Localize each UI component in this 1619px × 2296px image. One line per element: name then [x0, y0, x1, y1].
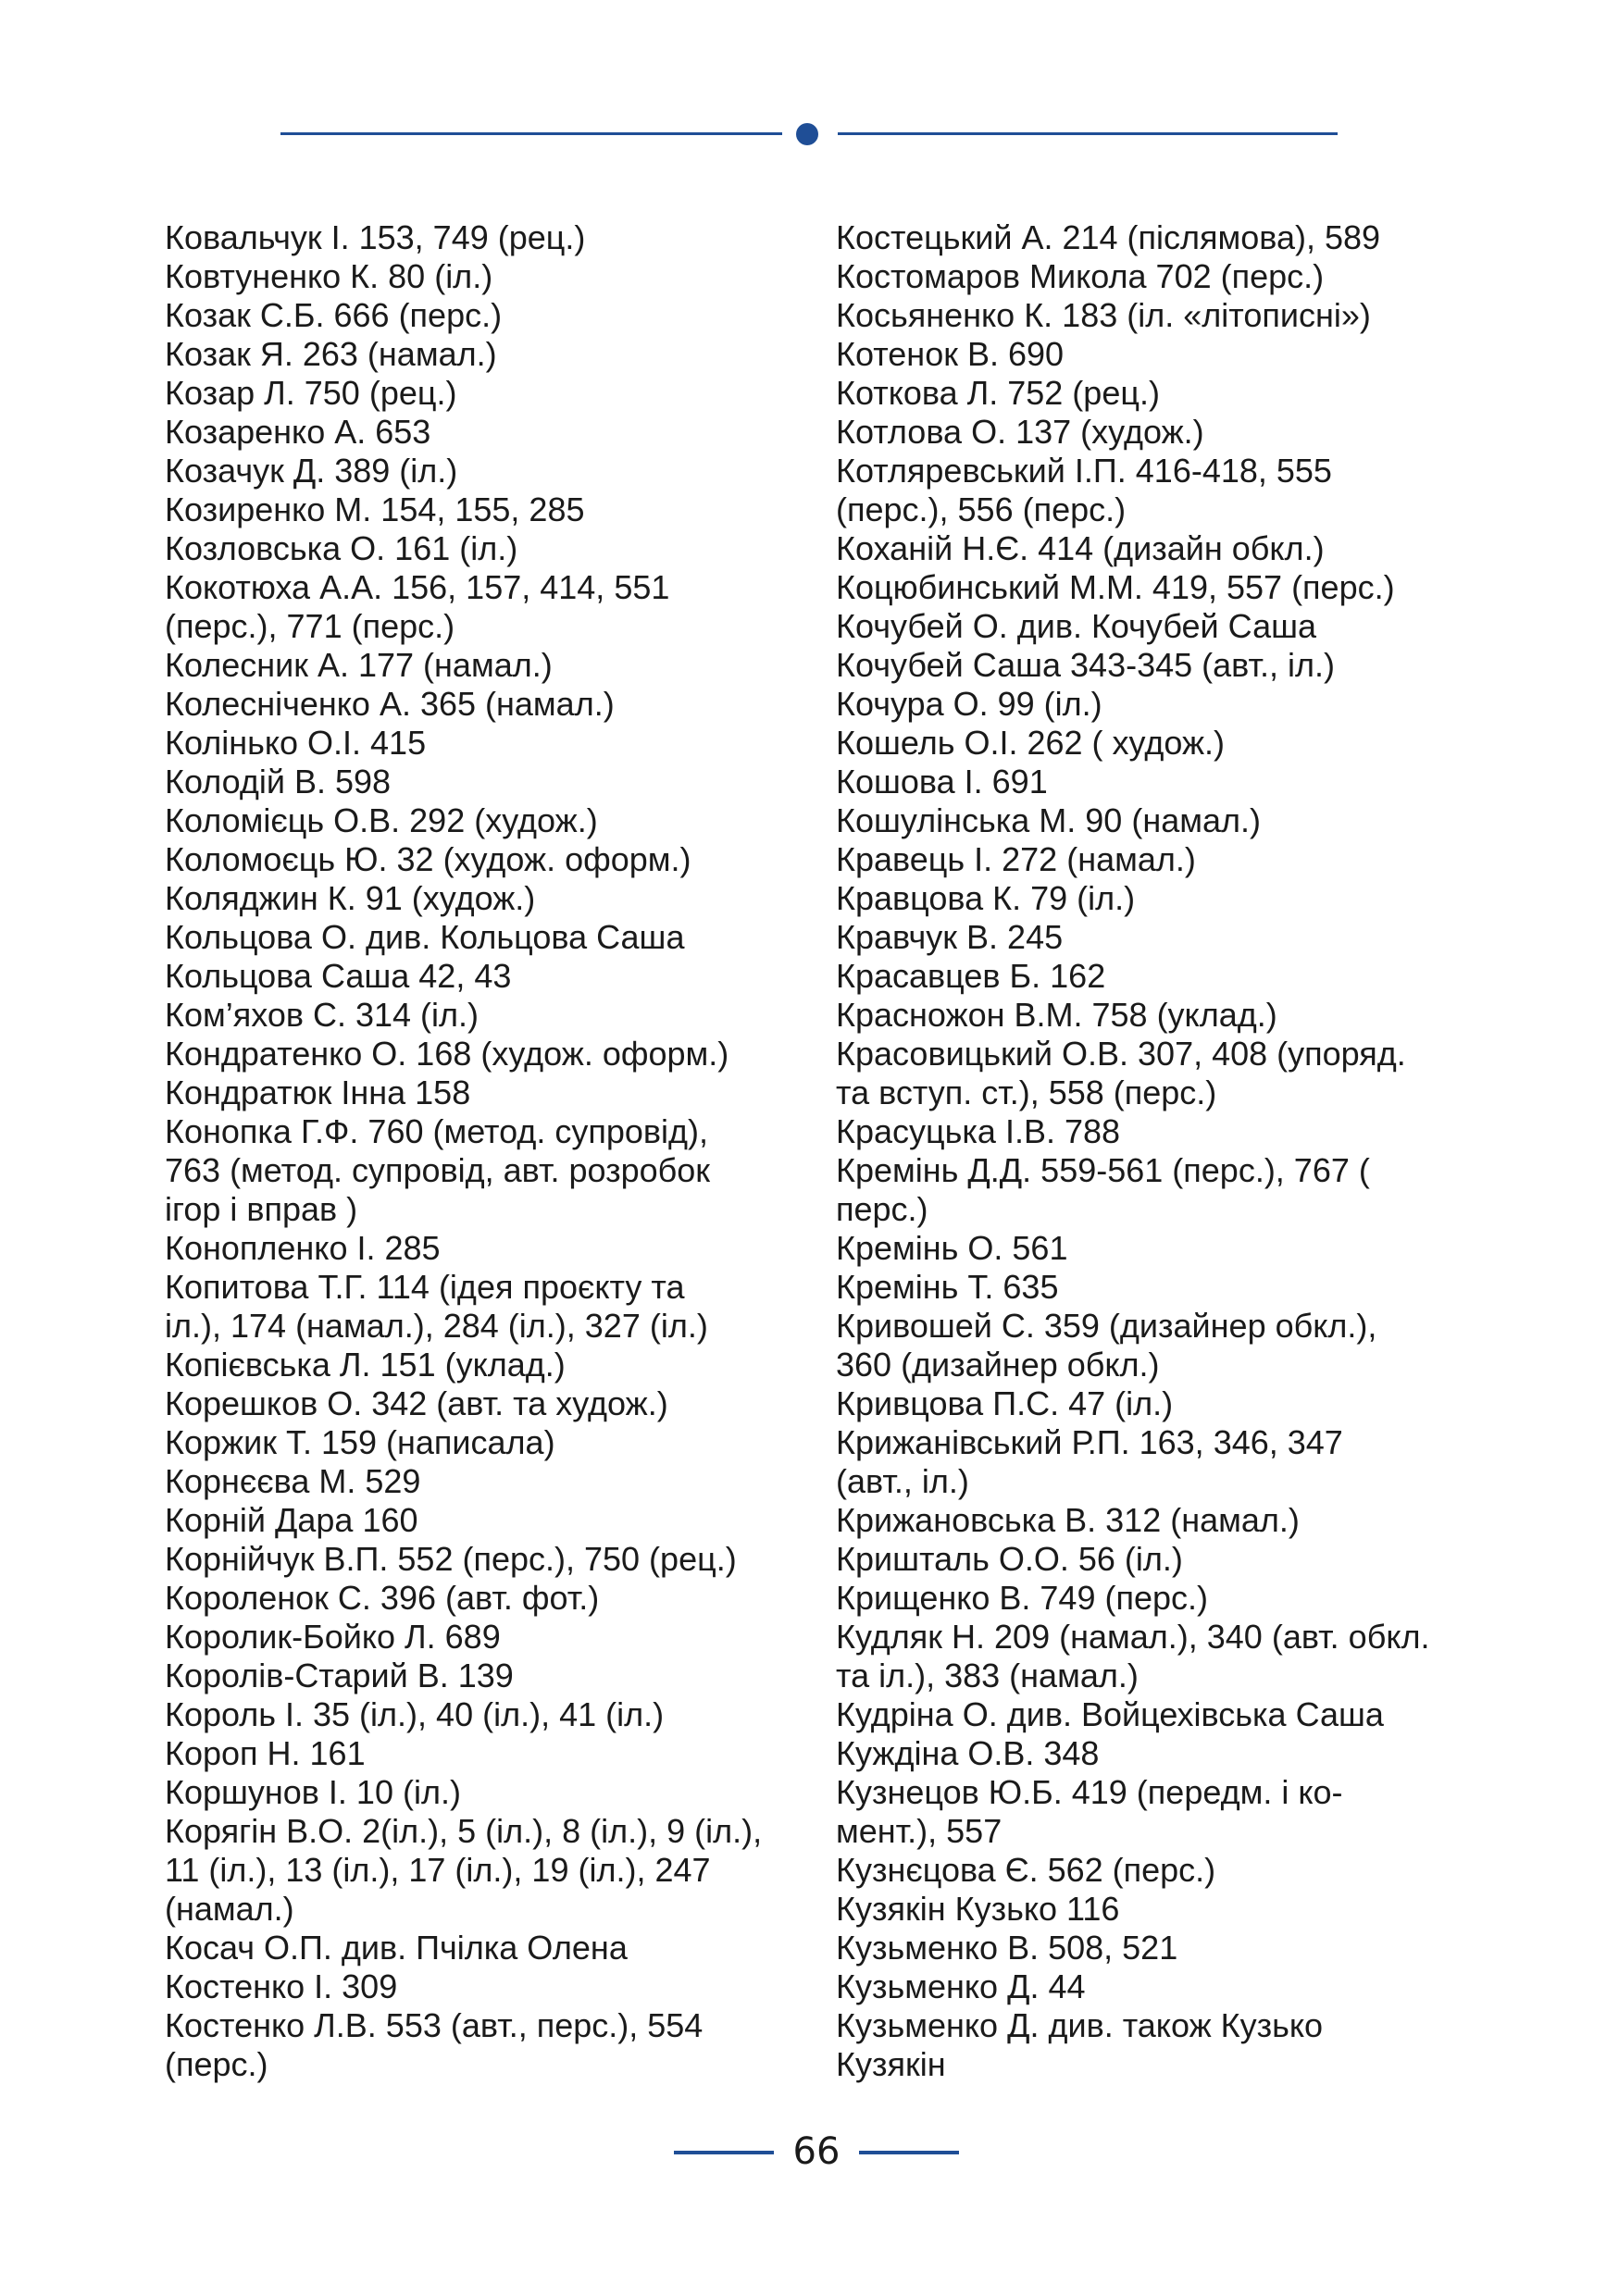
index-entry	[836, 1579, 1484, 1618]
index-entry-line: Котенок В. 690	[836, 335, 1065, 373]
page-number: 66	[792, 2130, 841, 2173]
index-entry-line: Короленок С. 396 (авт. фот.)	[165, 1579, 600, 1617]
index-entry-line: мент.), 557	[836, 1812, 1003, 1850]
index-entry	[165, 452, 813, 490]
index-entry-line: Корягін В.О. 2(іл.), 5 (іл.), 8 (іл.), 9 (іл.),	[165, 1812, 763, 1850]
index-entry-line: Конопленко І. 285	[165, 1229, 441, 1267]
index-entry	[836, 685, 1484, 724]
index-entry-line: Коломоєць Ю. 32 (худож. оформ.)	[165, 840, 691, 878]
index-entry-line: Кочура О. 99 (іл.)	[836, 685, 1102, 723]
index-entry	[165, 1929, 813, 1967]
index-entry	[165, 1657, 813, 1695]
index-entry	[165, 724, 813, 763]
index-entry	[836, 1540, 1484, 1579]
index-entry	[165, 1229, 813, 1268]
index-entry	[836, 763, 1484, 801]
index-entry	[836, 1151, 1484, 1229]
index-entry-line: Кочубей О. див. Кочубей Саша	[836, 607, 1316, 645]
index-entry	[836, 1307, 1484, 1384]
index-entry-line: Кузякін	[836, 2045, 946, 2083]
index-entry-line: Кошова І. 691	[836, 763, 1048, 800]
index-entry-line: Коломієць О.В. 292 (худож.)	[165, 801, 598, 839]
index-entry-line: Кошулінська М. 90 (намал.)	[836, 801, 1261, 839]
index-entry-line: Кузякін Кузько 116	[836, 1890, 1120, 1928]
index-entry	[165, 1773, 813, 1812]
index-entry-line: Косьяненко К. 183 (іл. «літописні»)	[836, 296, 1371, 334]
index-entry-line: Кудріна О. див. Войцехівська Саша	[836, 1695, 1384, 1733]
index-entry	[836, 529, 1484, 568]
index-entry	[836, 996, 1484, 1035]
index-entry-line: Королик-Бойко Л. 689	[165, 1618, 501, 1656]
index-entry	[165, 1967, 813, 2006]
index-entry	[836, 801, 1484, 840]
index-entry-line: 360 (дизайнер обкл.)	[836, 1346, 1160, 1384]
index-entry-line: Кокотюха А.А. 156, 157, 414, 551	[165, 568, 670, 606]
index-entry-line: Кондратюк Інна 158	[165, 1074, 471, 1111]
index-entry	[165, 1074, 813, 1112]
index-entry-line: (намал.)	[165, 1890, 294, 1928]
index-entry-line: ігор і вправ )	[165, 1190, 358, 1228]
index-entry	[165, 296, 813, 335]
index-entry-line: Король І. 35 (іл.), 40 (іл.), 41 (іл.)	[165, 1695, 665, 1733]
index-entry	[836, 1618, 1484, 1695]
index-entry-line: Костецький А. 214 (післямова), 589	[836, 218, 1381, 256]
index-entry-line: Красуцька І.В. 788	[836, 1112, 1121, 1150]
index-entry-line: Крижановська В. 312 (намал.)	[836, 1501, 1300, 1539]
index-entry	[165, 1112, 813, 1229]
index-entry-line: Королів-Старий В. 139	[165, 1657, 514, 1694]
footer-rule-left	[674, 2151, 774, 2154]
index-entry-line: Кремінь О. 561	[836, 1229, 1068, 1267]
index-entry	[836, 374, 1484, 413]
index-entry-line: (перс.)	[165, 2045, 268, 2083]
index-entry	[836, 1268, 1484, 1307]
index-entry-line: Кольцова О. див. Кольцова Саша	[165, 918, 685, 956]
index-entry-line: Коляджин К. 91 (худож.)	[165, 879, 536, 917]
index-entry-line: Куждіна О.В. 348	[836, 1734, 1100, 1772]
index-entry	[836, 840, 1484, 879]
index-entry	[165, 218, 813, 257]
index-entry	[165, 1812, 813, 1929]
index-entry-line: Котляревський І.П. 416-418, 555	[836, 452, 1332, 490]
index-entry-line: Коршунов І. 10 (іл.)	[165, 1773, 461, 1811]
index-entry-line: Ковтуненко К. 80 (іл.)	[165, 257, 493, 295]
index-entry	[836, 607, 1484, 646]
index-entry-line: Кочубей Саша 343-345 (авт., іл.)	[836, 646, 1335, 684]
index-entry	[836, 957, 1484, 996]
index-entry-line: Колінько О.І. 415	[165, 724, 427, 762]
index-entry-line: Коржик Т. 159 (написала)	[165, 1423, 555, 1461]
index-entry-line: Коханій Н.Є. 414 (дизайн обкл.)	[836, 529, 1325, 567]
index-entry-line: Кравець І. 272 (намал.)	[836, 840, 1196, 878]
index-entry	[165, 1035, 813, 1074]
index-entry	[836, 879, 1484, 918]
index-entry	[165, 1540, 813, 1579]
index-entry	[836, 413, 1484, 452]
index-entry	[165, 996, 813, 1035]
index-entry-line: Козаренко А. 653	[165, 413, 431, 451]
index-entry	[836, 1851, 1484, 1890]
index-entry-line: Кузнецов Ю.Б. 419 (передм. і ко-	[836, 1773, 1343, 1811]
index-entry	[836, 2006, 1484, 2084]
index-entry-line: (авт., іл.)	[836, 1462, 969, 1500]
index-entry	[165, 1618, 813, 1657]
index-entry	[165, 957, 813, 996]
index-entry-line: Кузьменко В. 508, 521	[836, 1929, 1178, 1967]
index-entry-line: Колесник А. 177 (намал.)	[165, 646, 553, 684]
index-entry-line: Корнійчук В.П. 552 (перс.), 750 (рец.)	[165, 1540, 737, 1578]
index-entry	[165, 1501, 813, 1540]
index-entry-line: Кузнєцова Є. 562 (перс.)	[836, 1851, 1216, 1889]
index-entry-line: Кривошей С. 359 (дизайнер обкл.),	[836, 1307, 1377, 1345]
index-entry-line: Корнєєва М. 529	[165, 1462, 421, 1500]
index-entry	[836, 646, 1484, 685]
index-entry	[165, 1268, 813, 1346]
index-entry	[836, 452, 1484, 529]
index-entry	[165, 801, 813, 840]
index-entry	[836, 1229, 1484, 1268]
index-entry-line: Кузьменко Д. див. також Кузько	[836, 2006, 1324, 2044]
index-entry-line: Корешков О. 342 (авт. та худож.)	[165, 1384, 668, 1422]
index-entry-line: Ковальчук І. 153, 749 (рец.)	[165, 218, 586, 256]
index-entry	[165, 374, 813, 413]
index-entry	[165, 1734, 813, 1773]
index-entry	[836, 1734, 1484, 1773]
index-entry	[165, 840, 813, 879]
index-entry	[836, 918, 1484, 957]
index-entry	[836, 1423, 1484, 1501]
index-entry-line: Козачук Д. 389 (іл.)	[165, 452, 458, 490]
index-entry-line: Красавцев Б. 162	[836, 957, 1106, 995]
index-entry-line: перс.)	[836, 1190, 928, 1228]
index-entry	[836, 257, 1484, 296]
index-entry-line: Крищенко В. 749 (перс.)	[836, 1579, 1208, 1617]
index-entry	[165, 1346, 813, 1384]
index-entry-line: Козиренко М. 154, 155, 285	[165, 490, 585, 528]
index-entry-line: (перс.), 556 (перс.)	[836, 490, 1127, 528]
index-entry-line: Копієвська Л. 151 (уклад.)	[165, 1346, 566, 1384]
index-entry-line: Козар Л. 750 (рец.)	[165, 374, 457, 412]
index-entry	[836, 724, 1484, 763]
index-entry	[836, 1890, 1484, 1929]
index-entry	[836, 218, 1484, 257]
index-entry	[836, 1035, 1484, 1112]
index-entry	[165, 685, 813, 724]
index-entry	[165, 2006, 813, 2084]
index-entry-line: Красовицький О.В. 307, 408 (упоряд.	[836, 1035, 1406, 1073]
index-entry-line: Колесніченко А. 365 (намал.)	[165, 685, 615, 723]
index-entry-line: Кондратенко О. 168 (худож. оформ.)	[165, 1035, 729, 1073]
index-entry-line: Кошель О.І. 262 ( худож.)	[836, 724, 1226, 762]
index-entry	[165, 763, 813, 801]
index-entry-line: та вступ. ст.), 558 (перс.)	[836, 1074, 1217, 1111]
index-entry-line: Костомаров Микола 702 (перс.)	[836, 257, 1325, 295]
index-entry	[836, 1929, 1484, 1967]
index-entry	[165, 1423, 813, 1462]
index-entry	[836, 1112, 1484, 1151]
index-entry-line: Кришталь О.О. 56 (іл.)	[836, 1540, 1183, 1578]
index-entry-line: Коцюбинський М.М. 419, 557 (перс.)	[836, 568, 1395, 606]
index-entry	[165, 335, 813, 374]
index-entry	[836, 1501, 1484, 1540]
index-entry	[165, 879, 813, 918]
index-entry	[165, 1695, 813, 1734]
index-entry-line: Козловська О. 161 (іл.)	[165, 529, 518, 567]
index-entry	[836, 1695, 1484, 1734]
index-column-left	[165, 218, 813, 2084]
index-entry-line: Конопка Г.Ф. 760 (метод. супровід),	[165, 1112, 709, 1150]
index-entry-line: 763 (метод. супровід, авт. розробок	[165, 1151, 711, 1189]
index-entry-line: Костенко Л.В. 553 (авт., перс.), 554	[165, 2006, 704, 2044]
index-entry-line: Ком’яхов С. 314 (іл.)	[165, 996, 479, 1034]
index-entry-line: Копитова Т.Г. 114 (ідея проєкту та	[165, 1268, 685, 1306]
index-entry-line: Кравчук В. 245	[836, 918, 1064, 956]
index-entry	[165, 490, 813, 529]
index-entry-line: Корній Дара 160	[165, 1501, 418, 1539]
index-entry	[836, 335, 1484, 374]
index-entry-line: Кремінь Д.Д. 559-561 (перс.), 767 (	[836, 1151, 1370, 1189]
index-entry-line: та іл.), 383 (намал.)	[836, 1657, 1139, 1694]
index-entry	[165, 1579, 813, 1618]
index-column-right	[836, 218, 1484, 2084]
index-entry-line: Короп Н. 161	[165, 1734, 366, 1772]
index-entry	[165, 568, 813, 646]
index-entry	[836, 568, 1484, 607]
index-entry	[165, 529, 813, 568]
index-entry	[165, 1462, 813, 1501]
index-entry-line: Кремінь Т. 635	[836, 1268, 1059, 1306]
index-entry	[165, 1384, 813, 1423]
index-entry	[165, 918, 813, 957]
index-entry-line: Кравцова К. 79 (іл.)	[836, 879, 1136, 917]
index-entry-line: Котлова О. 137 (худож.)	[836, 413, 1204, 451]
header-dot-ornament	[796, 123, 818, 145]
index-entry	[836, 296, 1484, 335]
index-entry-line: Коткова Л. 752 (рец.)	[836, 374, 1160, 412]
index-entry-line: Козак С.Б. 666 (перс.)	[165, 296, 503, 334]
index-entry-line: Косач О.П. див. Пчілка Олена	[165, 1929, 628, 1967]
index-entry	[165, 413, 813, 452]
index-entry-line: Кудляк Н. 209 (намал.), 340 (авт. обкл.	[836, 1618, 1430, 1656]
index-entry-line: (перс.), 771 (перс.)	[165, 607, 455, 645]
index-entry-line: Колодій В. 598	[165, 763, 392, 800]
index-entry-line: Костенко І. 309	[165, 1967, 398, 2005]
index-entry	[165, 257, 813, 296]
index-entry-line: Кузьменко Д. 44	[836, 1967, 1086, 2005]
index-entry-line: Козак Я. 263 (намал.)	[165, 335, 497, 373]
index-entry-line: 11 (іл.), 13 (іл.), 17 (іл.), 19 (іл.), 247	[165, 1851, 711, 1889]
header-rule-left	[280, 132, 782, 135]
index-entry	[165, 646, 813, 685]
index-entry	[836, 1967, 1484, 2006]
header-rule-right	[838, 132, 1338, 135]
index-entry-line: Крижанівський Р.П. 163, 346, 347	[836, 1423, 1343, 1461]
footer-rule-right	[859, 2151, 959, 2154]
index-entry-line: Кольцова Саша 42, 43	[165, 957, 512, 995]
index-entry	[836, 1773, 1484, 1851]
index-entry	[836, 1384, 1484, 1423]
index-entry-line: іл.), 174 (намал.), 284 (іл.), 327 (іл.)	[165, 1307, 708, 1345]
index-entry-line: Красножон В.М. 758 (уклад.)	[836, 996, 1277, 1034]
index-entry-line: Кривцова П.С. 47 (іл.)	[836, 1384, 1174, 1422]
